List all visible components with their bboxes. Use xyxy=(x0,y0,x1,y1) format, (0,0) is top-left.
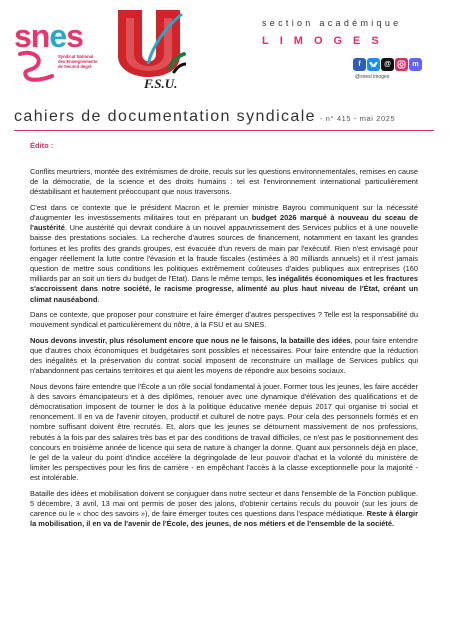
section-label: section académique xyxy=(262,18,402,28)
paragraph-text: Conflits meurtriers, montée des extrémismes de droite, reculs sur les questions environnementales, remises en cause de la démocratie, de la science et des droits humains : tel est l'environnement international particulièrement déstabilisant et hautement préoccupant que nous traversons. xyxy=(30,167,418,197)
page-header xyxy=(0,0,450,104)
bluesky-icon[interactable] xyxy=(367,58,380,71)
editorial-body xyxy=(30,167,418,535)
paragraph-emphasis: les inégalités économiques et les fractures s'accroissent dans notre société, le racisme progresse, alimenté au plus haut niveau de l'État, créant un climat nauséabond xyxy=(30,274,418,304)
snes-logo-text: snes xyxy=(14,18,83,54)
facebook-icon[interactable]: f xyxy=(353,58,366,71)
paragraph-emphasis: budget 2026 marqué à nouveau du sceau de l'austérité xyxy=(30,213,418,233)
instagram-icon[interactable] xyxy=(395,58,408,71)
mastodon-icon[interactable]: m xyxy=(409,58,422,71)
paragraph xyxy=(30,167,418,198)
edito-heading: Édito : xyxy=(30,141,54,150)
threads-icon[interactable]: @ xyxy=(381,58,394,71)
paragraph xyxy=(30,336,418,377)
paragraph-text: Nous devons faire entendre que l'École a un rôle social fondamental à jouer. Former tous les jeunes, les faire accéder à des savoirs émancipateurs et à des diplômes, renouer avec une dynamique d'élévation des qualifications et de démocratisation imposent de tourner le dos à la politique éducative menée depuis 2017 qui organise tri social et renoncement. Il en va de l'avenir citoyen, productif et culturel de notre pays. Pour cela des personnels formés et en nombre suffisant doivent être recrutés. Et, alors que les jeunes se détournent massivement de nos professions, rebutés à la fois par des salaires très bas et par des conditions de travail difficiles, ce n'est pas le positionnement des concours en troisième année de licence qui sera de nature à changer la donne. Quant aux personnels déjà en place, le gel de la valeur du point d'indice accélère la dégringolade de leur pouvoir d'achat et la volonté du ministère de limiter les perspectives pour les fins de carrière - en empêchant l'accès à la classe exceptionnelle pour la majorité - est intolérable. xyxy=(30,381,418,483)
paragraph-text: Bataille des idées et mobilisation doivent se conjuguer dans notre secteur et dans l'ensemble de la Fonction publique. 5 décembre, 3 avril, 13 mai ont permis de poser des jalons, d'obtenir certains reculs du pouvoir (sur les jours de carence ou le « choc des savoirs »), de faire émerger toutes ces questions dans l'espace médiatique. xyxy=(30,488,418,519)
fsu-u-icon xyxy=(112,8,186,80)
paragraph-text: C'est dans ce contexte que le président Macron et le premier ministre Bayrou communiquent sur la nécessité d'augmenter les investissements militaires tout en préparant un xyxy=(30,202,418,222)
document-title-bar xyxy=(14,108,434,126)
paragraph xyxy=(30,489,418,530)
paragraph xyxy=(30,310,418,330)
fsu-logo-text: F.S.U. xyxy=(144,76,178,91)
snes-subtitle: Syndicat National des Enseignements de Second degré xyxy=(58,54,98,69)
social-icons xyxy=(353,58,422,72)
issue-number: - n° 415 - mai 2025 xyxy=(319,114,396,123)
region-name: LIMOGES xyxy=(262,35,390,47)
paragraph-text: . xyxy=(97,294,100,304)
paragraph-emphasis: Nous devons investir, plus résolument encore que nous ne le faisons, la bataille des idées xyxy=(30,335,351,345)
snes-logo xyxy=(14,14,98,86)
document-title: cahiers de documentation syndicale xyxy=(14,108,316,125)
paragraph-text: Dans ce contexte, que proposer pour construire et faire émerger d'autres perspectives ? Telle est la responsabilité du mouvement syndical et particulièrement du nôtre, à la FSU et au SNES. xyxy=(30,310,418,330)
snes-swirl-icon xyxy=(16,50,60,84)
paragraph-text: . Une austérité qui devrait conduire à un nouvel appauvrissement des Services publics et à une nouvelle baisse des prestations sociales. La recherche d'autres sources de financement, notamment en taxant les grandes fortunes et les profits des grands groupes, est évacuée d'un revers de main par l'exécutif. Rien n'est envisagé pour engager réellement la lutte contre l'évasion et la fraude fiscales (estimées à 80 milliards annuels) et il n'est jamais question de mettre sous conditions les politiques extrêmement coûteuses d'aides publiques aux entreprises (160 milliards par an soit un tiers du budget de l'Etat). Dans le même temps, xyxy=(30,223,418,284)
paragraph xyxy=(30,382,418,484)
social-handle: @snesl imoges xyxy=(355,74,390,80)
paragraph-emphasis: Reste à élargir la mobilisation, il en va de l'avenir de l'École, des jeunes, de nos métiers et de l'ensemble de la société. xyxy=(30,509,419,529)
paragraph xyxy=(30,203,418,305)
paragraph-text: , pour faire entendre que d'autres choix économiques et budgétaires sont possibles et nécessaires. Pour faire entendre que la réduction des inégalités et la préservation du contrat social imposent de reconstruire un maillage de Services publics qui n'abandonnent pas certains territoires et qui aient les moyens de répondre aux besoins sociaux. xyxy=(30,335,418,376)
title-divider xyxy=(14,130,434,131)
